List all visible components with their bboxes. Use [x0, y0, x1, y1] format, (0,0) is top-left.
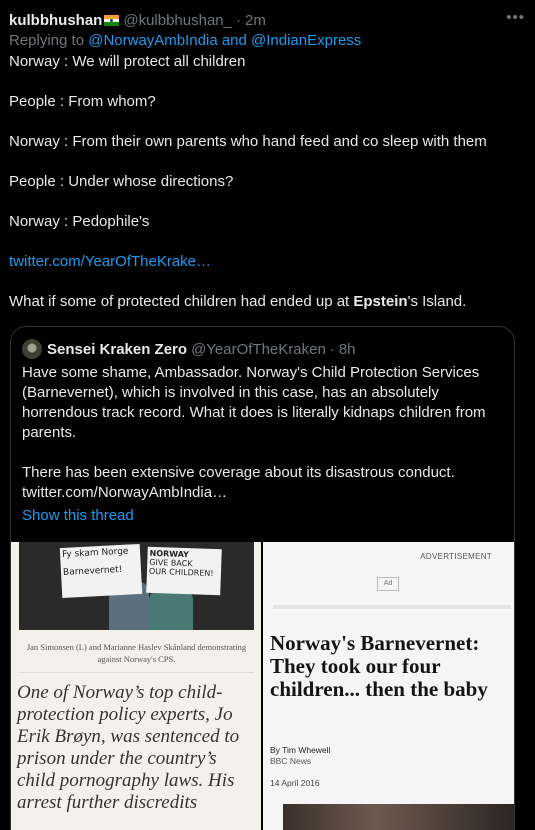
last-line-bold: Epstein [353, 293, 408, 310]
separator-dot: · [329, 340, 335, 358]
quote-time[interactable]: 8h [338, 340, 356, 358]
tweet-body [9, 52, 524, 332]
article-date: 14 April 2016 [270, 778, 320, 788]
person-figure [149, 590, 193, 630]
sign-text: NORWAY [149, 548, 190, 560]
separator-dot: · [235, 11, 241, 29]
tweet-time[interactable]: 2m [244, 11, 266, 29]
tweet-header [9, 9, 525, 31]
article-image-left[interactable] [11, 542, 261, 830]
more-horizontal-icon[interactable]: ••• [506, 9, 525, 26]
article-excerpt: One of Norway’s top child-protection policy experts, Jo Erik Brøyn, was sentenced to prison under the country’s child pornography laws. His arrest further discredits [17, 682, 240, 813]
replying-to [9, 32, 361, 49]
tweet-line: Norway : We will protect all children [9, 53, 246, 70]
india-flag-icon [104, 15, 119, 26]
tweet-last-line [9, 292, 524, 312]
replying-users-link[interactable]: @NorwayAmbIndia and @IndianExpress [88, 32, 362, 49]
last-line-text: What if some of protected children had ended up at [9, 293, 354, 310]
sign-text: GIVE BACK [149, 557, 193, 569]
ad-label: ADVERTISEMENT [420, 552, 492, 561]
author-name[interactable]: kulbbhushan [9, 11, 103, 29]
last-line-end: 's Island. [407, 293, 467, 310]
sign-text: Barnevernet! [62, 564, 123, 578]
article-byline [270, 745, 330, 767]
author-handle[interactable]: @kulbbhushan_ [123, 11, 232, 29]
photo-caption: Jan Simonsen (L) and Marianne Haslev Skånland demonstrating against Norway's CPS. [26, 642, 247, 664]
avatar[interactable] [22, 339, 42, 359]
tweet-line: Norway : From their own parents who hand feed and co sleep with them [9, 133, 487, 150]
tweet-line: People : Under whose directions? [9, 173, 234, 190]
quote-paragraph: There has been extensive coverage about its disastrous conduct. [22, 464, 455, 481]
tweet-line: Norway : Pedophile's [9, 213, 150, 230]
byline-author: By Tim Whewell [270, 745, 331, 755]
quote-author-name[interactable]: Sensei Kraken Zero [47, 340, 188, 358]
replying-prefix: Replying to [9, 32, 85, 49]
ad-badge: Ad [377, 577, 399, 591]
byline-source: BBC News [270, 756, 312, 766]
protest-sign [146, 547, 222, 596]
article-photo [283, 804, 514, 830]
protest-sign [60, 544, 143, 598]
article-headline: Norway's Barnevernet: They took our four children... then the baby [270, 631, 488, 701]
show-thread-link[interactable]: Show this thread [22, 507, 134, 524]
divider [273, 605, 511, 609]
quoted-tweet[interactable] [10, 326, 515, 830]
article-image-right[interactable] [263, 542, 514, 830]
tweet-link[interactable]: twitter.com/YearOfTheKrake… [9, 253, 212, 270]
tweet-line: People : From whom? [9, 93, 156, 110]
sign-text: OUR CHILDREN! [148, 566, 214, 579]
quote-paragraph: Have some shame, Ambassador. Norway's Child Protection Services (Barnevernet), which is involved in this case, has an absolutely horrendous track record. What it does is literally kidnaps children from parents. [22, 364, 486, 441]
quote-link[interactable]: twitter.com/NorwayAmbIndia… [22, 484, 228, 501]
quote-header [22, 339, 356, 359]
sign-text: Fy skam Norge [61, 546, 129, 561]
quote-body [22, 363, 502, 503]
divider [19, 672, 254, 673]
protest-photo [19, 542, 254, 630]
quote-author-handle[interactable]: @YearOfTheKraken [191, 340, 326, 358]
